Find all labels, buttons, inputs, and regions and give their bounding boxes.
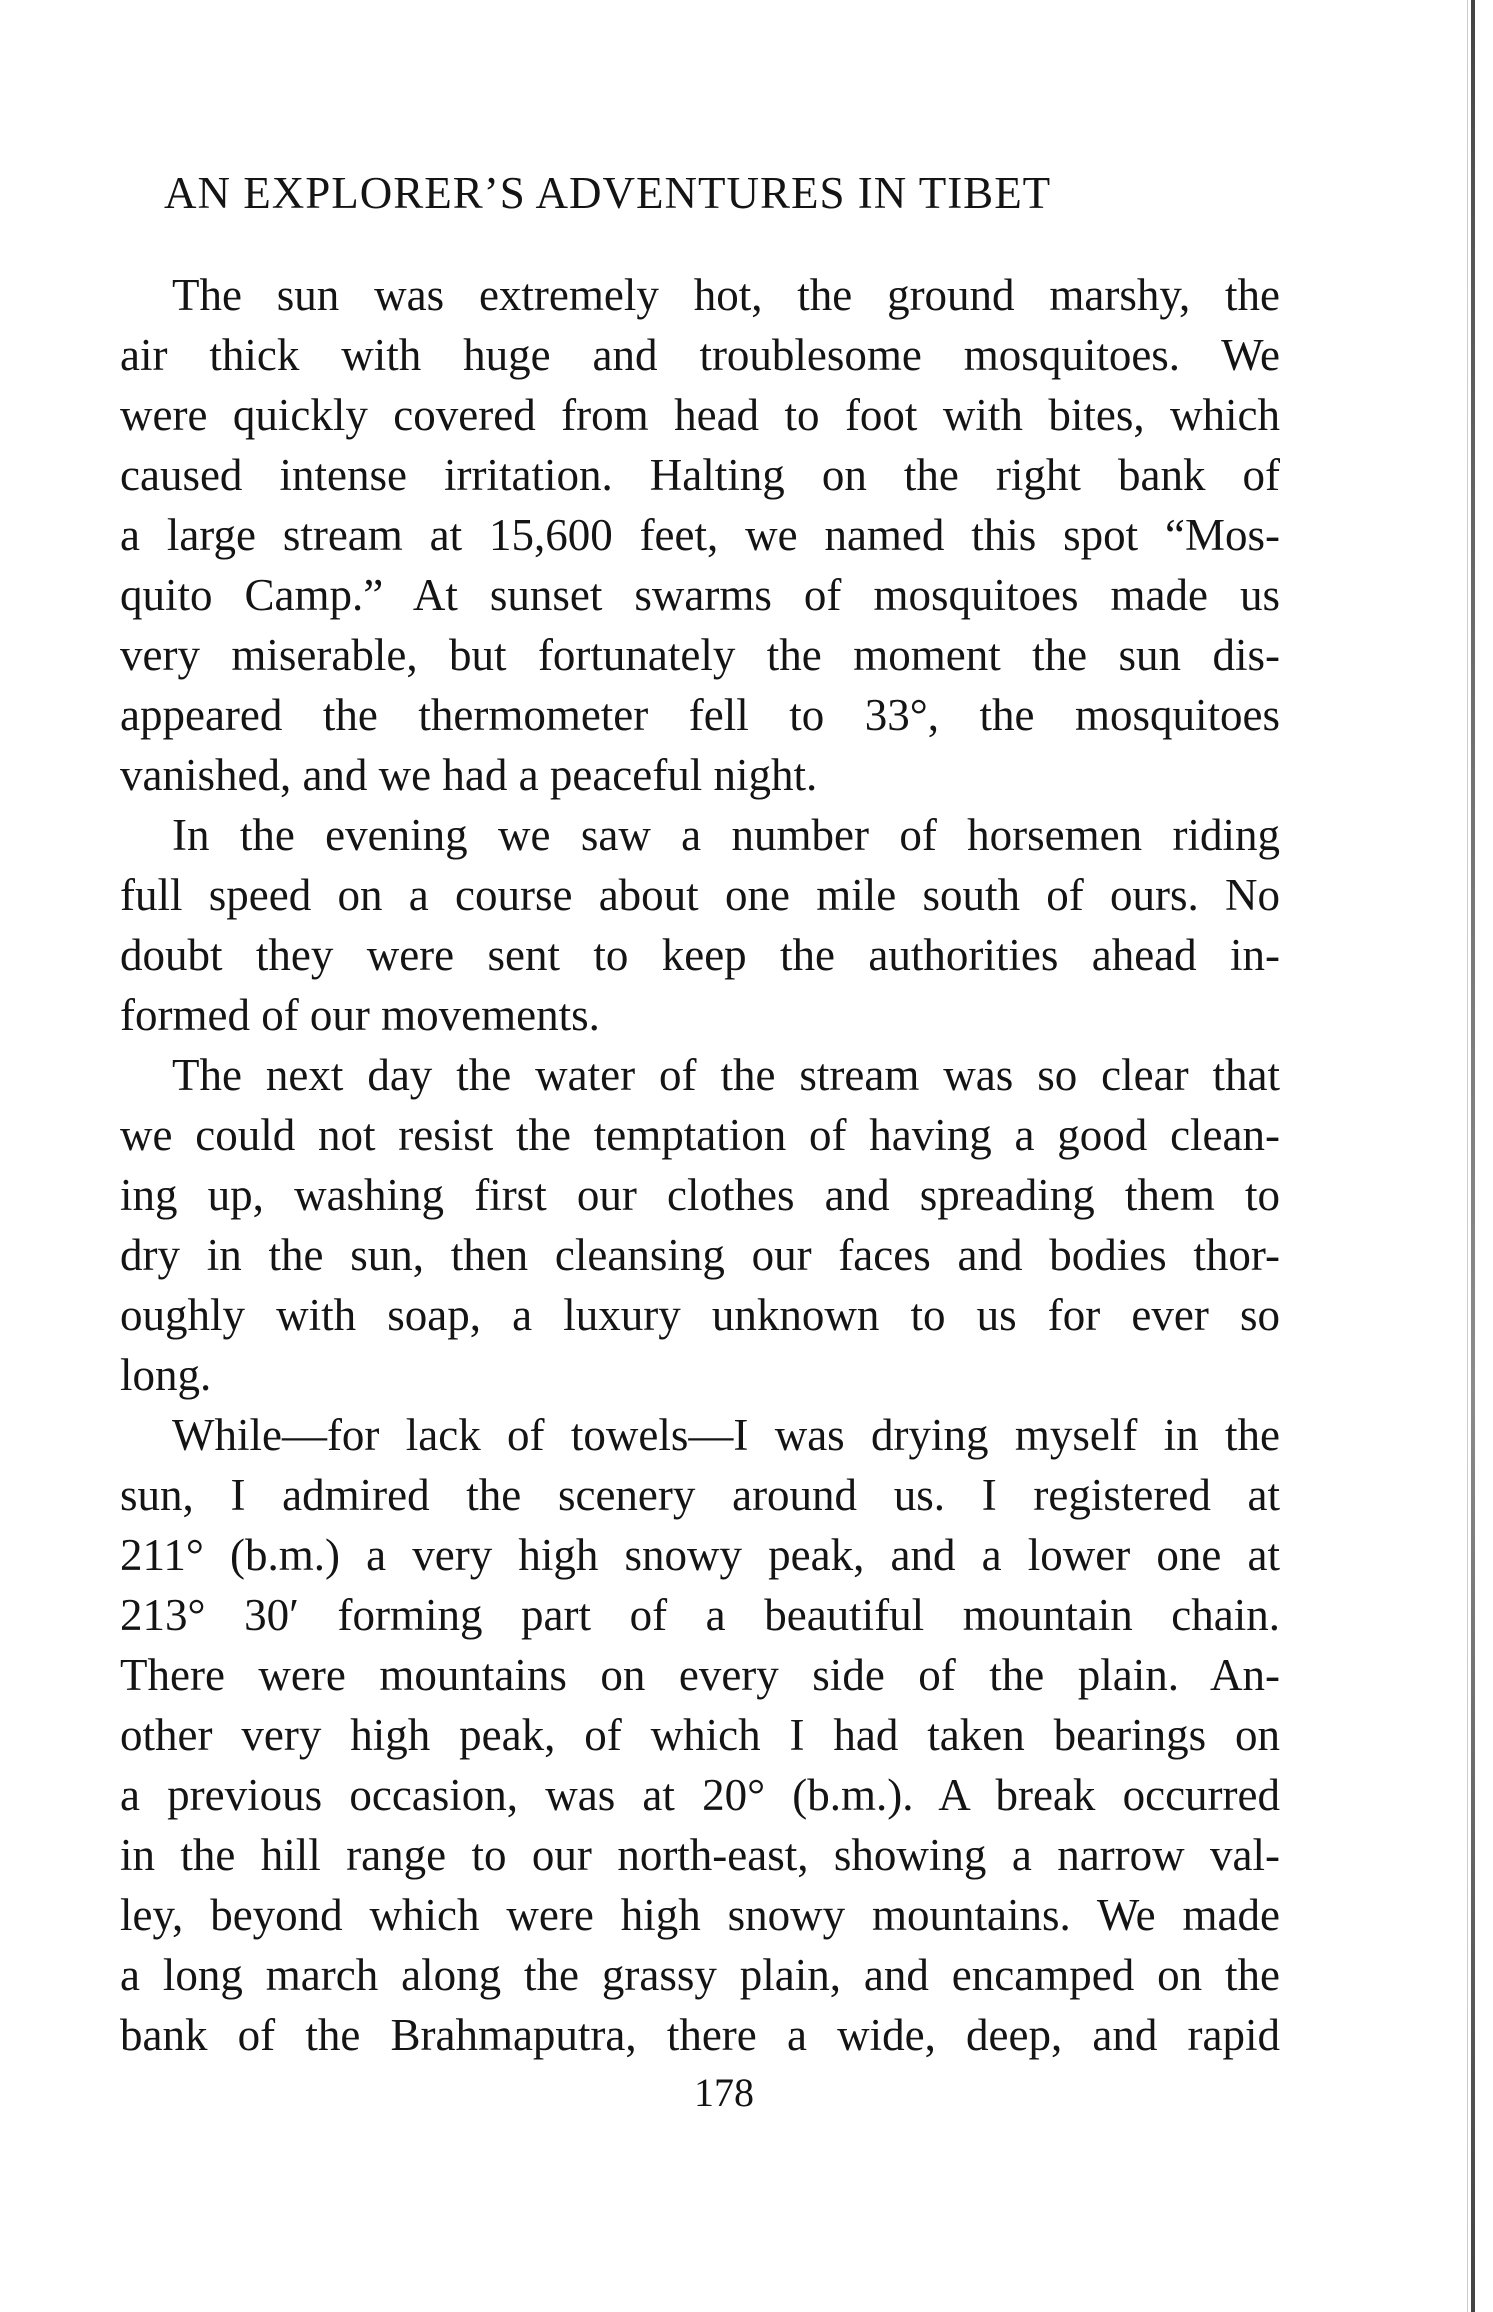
body-text [120, 265, 1280, 2065]
text-line: bank of the Brahmaputra, there a wide, deep, and rapid [120, 2010, 1280, 2060]
running-head: AN EXPLORER’S ADVENTURES IN TIBET [164, 168, 1052, 218]
text-line: The next day the water of the stream was so clear that [172, 1050, 1280, 1100]
text-line: 213° 30′ forming part of a beautiful mountain chain. [120, 1590, 1280, 1640]
text-line: other very high peak, of which I had taken bearings on [120, 1710, 1280, 1760]
text-line: air thick with huge and troublesome mosquitoes. We [120, 330, 1280, 380]
text-line: ley, beyond which were high snowy mountains. We made [120, 1890, 1280, 1940]
text-line: formed of our movements. [120, 990, 600, 1040]
text-line: dry in the sun, then cleansing our faces and bodies thor- [120, 1230, 1280, 1280]
page-edge-shadow [1467, 0, 1468, 2312]
text-line: doubt they were sent to keep the authorities ahead in- [120, 930, 1280, 980]
text-line: There were mountains on every side of the plain. An- [120, 1650, 1280, 1700]
text-line: were quickly covered from head to foot with bites, which [120, 390, 1280, 440]
text-line: caused intense irritation. Halting on the right bank of [120, 450, 1280, 500]
text-line: vanished, and we had a peaceful night. [120, 750, 818, 800]
text-line: in the hill range to our north-east, showing a narrow val- [120, 1830, 1280, 1880]
text-line: quito Camp.” At sunset swarms of mosquitoes made us [120, 570, 1280, 620]
text-line: a large stream at 15,600 feet, we named this spot “Mos- [120, 510, 1280, 560]
text-line: ing up, washing first our clothes and spreading them to [120, 1170, 1280, 1220]
text-line: 211° (b.m.) a very high snowy peak, and a lower one at [120, 1530, 1280, 1580]
text-line: we could not resist the temptation of having a good clean- [120, 1110, 1280, 1160]
text-line: sun, I admired the scenery around us. I registered at [120, 1470, 1280, 1520]
text-line: In the evening we saw a number of horsemen riding [172, 810, 1280, 860]
text-line: very miserable, but fortunately the moment the sun dis- [120, 630, 1280, 680]
text-line: appeared the thermometer fell to 33°, the mosquitoes [120, 690, 1280, 740]
text-line: long. [120, 1350, 212, 1400]
text-line: The sun was extremely hot, the ground marshy, the [172, 270, 1280, 320]
text-line: a long march along the grassy plain, and encamped on the [120, 1950, 1280, 2000]
page-number: 178 [694, 2070, 754, 2115]
text-line: oughly with soap, a luxury unknown to us for ever so [120, 1290, 1280, 1340]
text-line: full speed on a course about one mile south of ours. No [120, 870, 1280, 920]
page-edge-rule [1471, 0, 1475, 2312]
text-line: a previous occasion, was at 20° (b.m.). A break occurred [120, 1770, 1280, 1820]
text-line: While—for lack of towels—I was drying myself in the [172, 1410, 1280, 1460]
